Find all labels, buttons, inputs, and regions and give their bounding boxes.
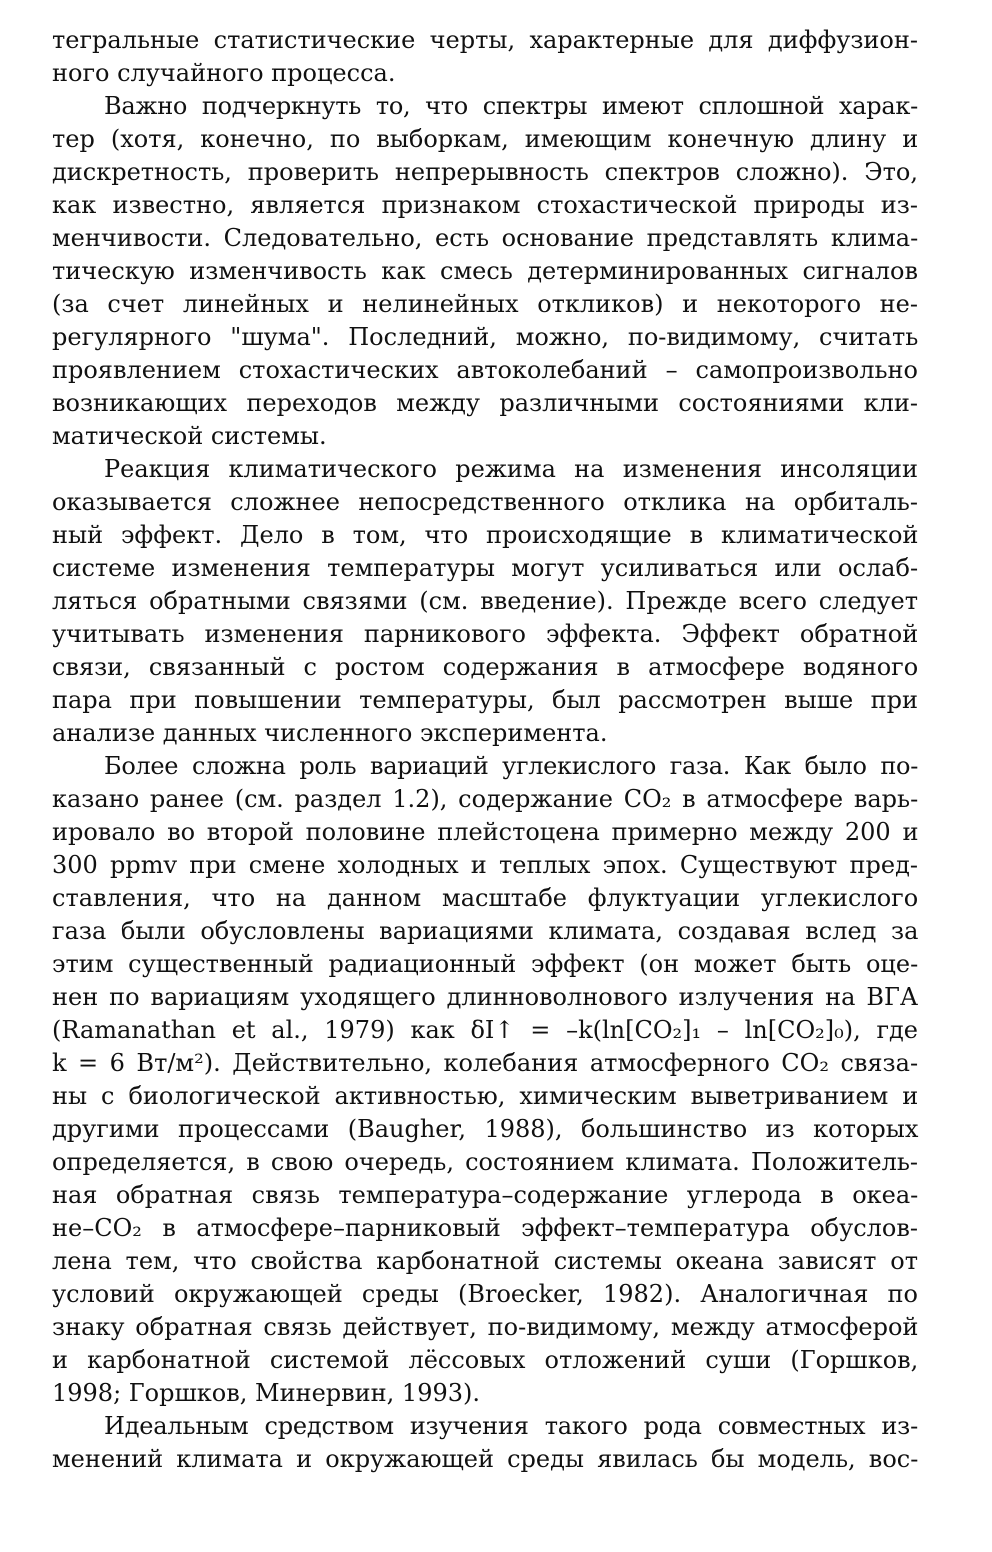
text-line: дискретность, проверить непрерывность спектров сложно). Это, [52,158,918,186]
text-line: 300 ppmv при смене холодных и теплых эпох. Существуют пред- [52,851,918,879]
text-line: как известно, является признаком стохастической природы из- [52,191,918,219]
text-line: ставления, что на данном масштабе флуктуации углекислого [52,884,919,912]
text-line: ировало во второй половине плейстоцена примерно между 200 и [52,818,919,846]
text-line: знаку обратная связь действует, по-видимому, между атмосферой [52,1313,919,1341]
text-line: менчивости. Следовательно, есть основание представлять клима- [52,224,919,252]
paragraph-3 [52,453,918,750]
text-line: системе изменения температуры могут усиливаться или ослаб- [52,554,919,582]
text-line: Более сложна роль вариаций углекислого газа. Как было по- [104,752,918,780]
text-line: ного случайного процесса. [52,59,396,87]
text-line: тегральные статистические черты, характерные для диффузион- [52,26,918,54]
text-line: тическую изменчивость как смесь детерминированных сигналов [52,257,918,285]
text-line: k = 6 Вт/м²). Действительно, колебания атмосферного CO₂ связа- [52,1049,919,1077]
text-line: ный эффект. Дело в том, что происходящие в климатической [52,521,919,549]
page-text [52,24,918,1476]
text-line: менений климата и окружающей среды явилась бы модель, вос- [52,1445,919,1473]
text-line: Идеальным средством изучения такого рода совместных из- [104,1412,918,1440]
text-line: Важно подчеркнуть то, что спектры имеют сплошной харак- [104,92,918,120]
paragraph-5 [52,1410,918,1476]
text-line: ны с биологической активностью, химическим выветриванием и [52,1082,919,1110]
text-line: (Ramanathan et al., 1979) как δI↑ = –k(ln[CO₂]₁ – ln[CO₂]₀), где [52,1016,919,1044]
paragraph-4 [52,750,918,1410]
text-line: 1998; Горшков, Минервин, 1993). [52,1379,480,1407]
text-line: казано ранее (см. раздел 1.2), содержание CO₂ в атмосфере варь- [52,785,919,813]
text-line: другими процессами (Baugher, 1988), большинство из которых [52,1115,919,1143]
text-line: газа были обусловлены вариациями климата, создавая вслед за [52,917,919,945]
paragraph-1 [52,24,918,90]
text-line: этим существенный радиационный эффект (он может быть оце- [52,950,919,978]
text-line: анализе данных численного эксперимента. [52,719,608,747]
text-line: нен по вариациям уходящего длинноволнового излучения на ВГА [52,983,919,1011]
text-line: учитывать изменения парникового эффекта. Эффект обратной [52,620,919,648]
text-line: связи, связанный с ростом содержания в атмосфере водяного [52,653,919,681]
text-line: матической системы. [52,422,327,450]
text-line: возникающих переходов между различными состояниями кли- [52,389,918,417]
text-line: тер (хотя, конечно, по выборкам, имеющим конечную длину и [52,125,919,153]
paragraph-2 [52,90,918,453]
text-line: пара при повышении температуры, был рассмотрен выше при [52,686,918,714]
text-line: определяется, в свою очередь, состоянием климата. Положитель- [52,1148,918,1176]
text-line: и карбонатной системой лёссовых отложений суши (Горшков, [52,1346,919,1374]
text-line: ляться обратными связями (см. введение). Прежде всего следует [52,587,918,615]
text-line: (за счет линейных и нелинейных откликов) и некоторого не- [52,290,918,318]
text-line: Реакция климатического режима на изменения инсоляции [104,455,918,483]
text-line: регулярного "шума". Последний, можно, по-видимому, считать [52,323,919,351]
text-line: не–CO₂ в атмосфере–парниковый эффект–температура обуслов- [52,1214,918,1242]
text-line: условий окружающей среды (Broecker, 1982). Аналогичная по [52,1280,918,1308]
text-line: оказывается сложнее непосредственного отклика на орбиталь- [52,488,918,516]
text-line: проявлением стохастических автоколебаний – самопроизвольно [52,356,918,384]
text-line: лена тем, что свойства карбонатной системы океана зависят от [52,1247,918,1275]
text-line: ная обратная связь температура–содержание углерода в океа- [52,1181,919,1209]
